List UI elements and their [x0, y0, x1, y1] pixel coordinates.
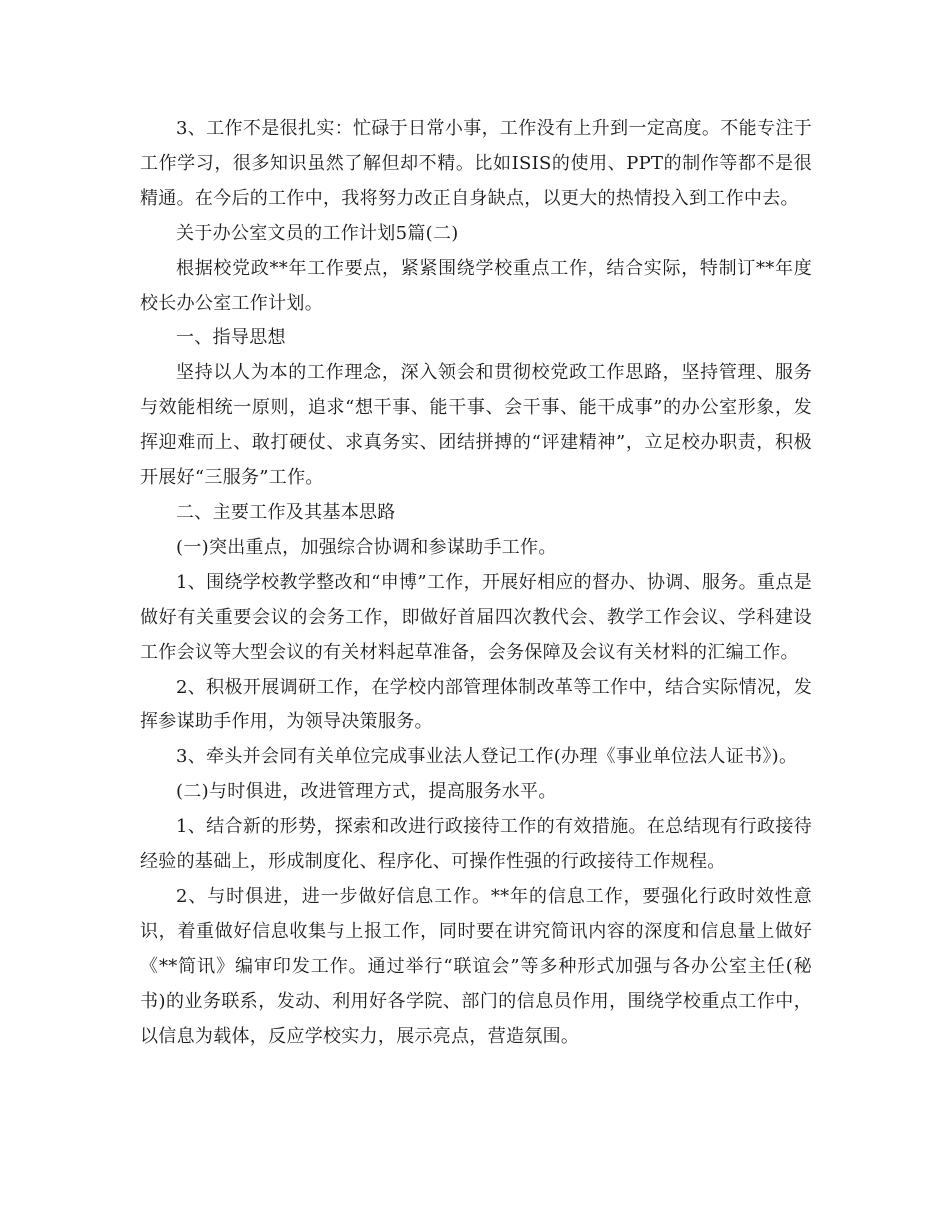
- paragraph-shortcomings-3: 3、工作不是很扎实：忙碌于日常小事，工作没有上升到一定高度。不能专注于工作学习，很多知识虽然了解但却不精。比如ISIS的使用、PPT的制作等都不是很精通。在今后的工作中，我将努力改正自身缺点，以更大的热情投入到工作中去。: [140, 118, 812, 209]
- heading-main-work: 二、主要工作及其基本思路: [176, 501, 396, 523]
- paragraph-item-1-reception: 1、结合新的形势，探索和改进行政接待工作的有效措施。在总结现有行政接待经验的基础上，形成制度化、程序化、可操作性强的行政接待工作规程。: [140, 816, 812, 873]
- paragraph-item-1-meetings: 1、围绕学校教学整改和“申博”工作，开展好相应的督办、协调、服务。重点是做好有关重要会议的会务工作，即做好首届四次教代会、教学工作会议、学科建设工作会议等大型会议的有关材料起草准备，会务保障及会议有关材料的汇编工作。: [140, 571, 812, 663]
- paragraph-item-2-information: 2、与时俱进，进一步做好信息工作。**年的信息工作，要强化行政时效性意识，着重做好信息收集与上报工作，同时要在讲究简讯内容的深度和信息量上做好《**简讯》编审印发工作。通过举行“联谊会”等多种形式加强与各办公室主任(秘书)的业务联系，发动、利用好各学院、部门的信息员作用，围绕学校重点工作中，以信息为载体，反应学校实力，展示亮点，营造氛围。: [140, 885, 812, 1047]
- subheading-focus-coordination: (一)突出重点，加强综合协调和参谋助手工作。: [176, 536, 557, 558]
- paragraph-item-3-registration: 3、牵头并会同有关单位完成事业法人登记工作(办理《事业单位法人证书》)。: [176, 746, 798, 768]
- subheading-improve-management: (二)与时俱进，改进管理方式，提高服务水平。: [176, 781, 557, 803]
- heading-guiding-ideology: 一、指导思想: [176, 327, 286, 349]
- paragraph-guiding-ideology: 坚持以人为本的工作理念，深入领会和贯彻校党政工作思路，坚持管理、服务与效能相统一原则，追求“想干事、能干事、会干事、能干成事”的办公室形象，发挥迎难而上、敢打硬仗、求真务实、团结拼搏的“评建精神”，立足校办职责，积极开展好“三服务”工作。: [140, 362, 812, 489]
- document-body: [140, 112, 812, 1054]
- paragraph-intro: 根据校党政**年工作要点，紧紧围绕学校重点工作，结合实际，特制订**年度校长办公室工作计划。: [140, 257, 812, 314]
- paragraph-item-2-research: 2、积极开展调研工作，在学校内部管理体制改革等工作中，结合实际情况，发挥参谋助手作用，为领导决策服务。: [140, 676, 812, 733]
- section-title-plan-2: 关于办公室文员的工作计划5篇(二): [176, 222, 459, 244]
